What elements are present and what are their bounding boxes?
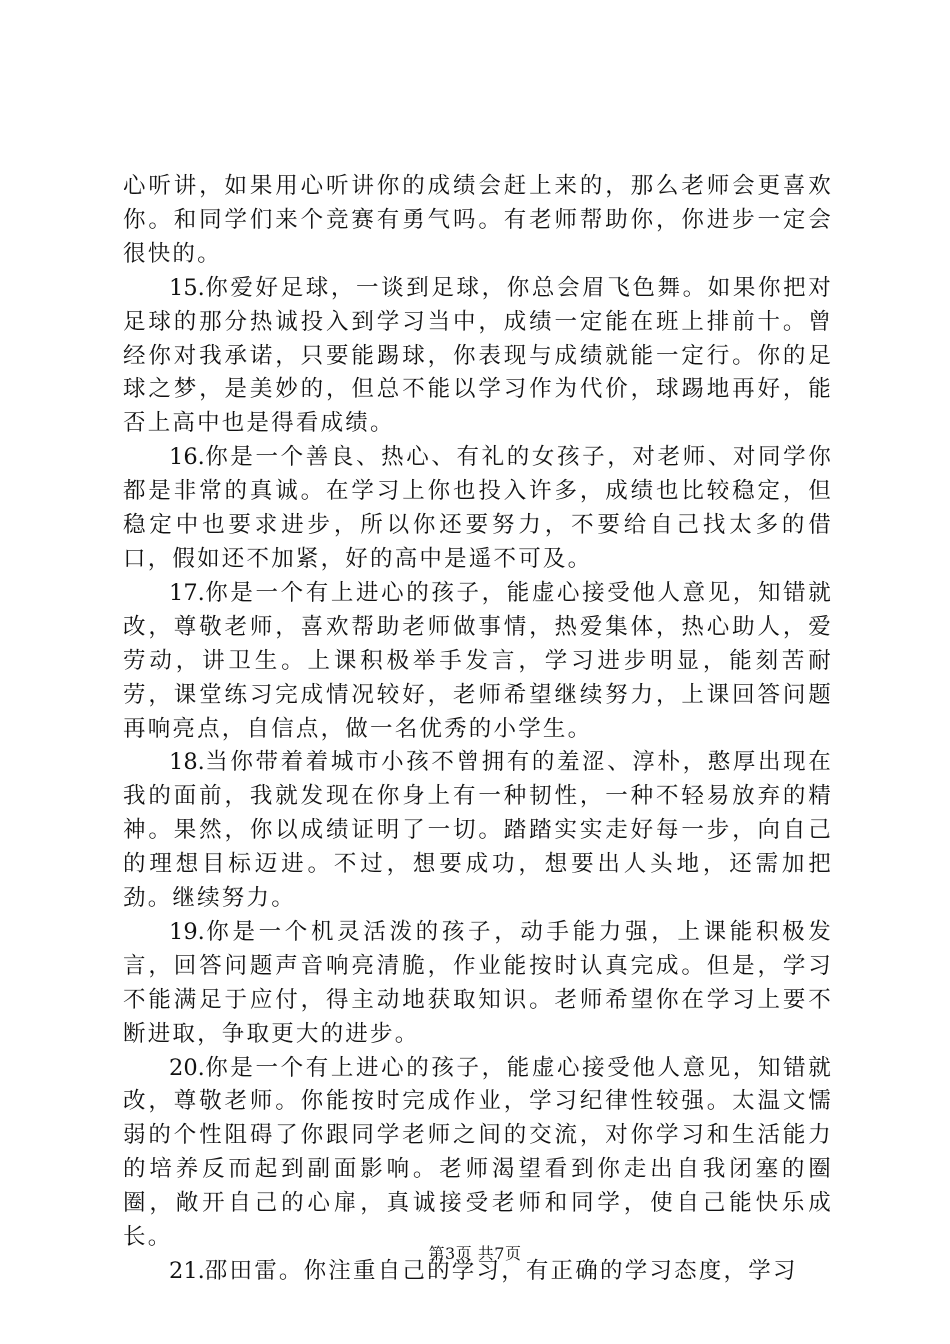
paragraph-text: 你是一个善良、热心、有礼的女孩子，对老师、对同学你都是非常的真诚。在学习上你也投入许多，成绩也比较稳定，但稳定中也要求进步，所以你还要努力，不要给自己找太多的借口，假如还不加紧，好的高中是遥不可及。 <box>123 444 833 572</box>
paragraph-number: 16. <box>169 444 205 471</box>
paragraph-text: 心听讲，如果用心听讲你的成绩会赶上来的，那么老师会更喜欢你。和同学们来个竞赛有勇气吗。有老师帮助你，你进步一定会很快的。 <box>123 173 833 267</box>
paragraph-19 <box>123 916 833 1052</box>
page-number-label: 第3页 共7页 <box>428 1244 522 1263</box>
paragraph-continuation <box>123 170 833 272</box>
paragraph-number: 15. <box>169 274 205 301</box>
paragraph-18 <box>123 746 833 916</box>
document-body <box>123 170 833 1289</box>
paragraph-number: 21. <box>169 1258 205 1284</box>
paragraph-text: 邵田雷。你注重自己的学习，有正确的学习态度，学习 <box>204 1258 798 1284</box>
page-footer <box>0 1243 950 1265</box>
paragraph-number: 20. <box>169 1054 205 1081</box>
paragraph-20 <box>123 1052 833 1255</box>
paragraph-text: 你是一个有上进心的孩子，能虚心接受他人意见，知错就改，尊敬老师，喜欢帮助老师做事情，热爱集体，热心助人，爱劳动，讲卫生。上课积极举手发言，学习进步明显，能刻苦耐劳，课堂练习完成情况较好，老师希望继续努力，上课回答问题再响亮点，自信点，做一名优秀的小学生。 <box>123 579 833 742</box>
paragraph-text: 你是一个机灵活泼的孩子，动手能力强，上课能积极发言，回答问题声音响亮清脆，作业能按时认真完成。但是，学习不能满足于应付，得主动地获取知识。老师希望你在学习上要不断进取，争取更大的进步。 <box>123 918 833 1047</box>
paragraph-text: 当你带着着城市小孩不曾拥有的羞涩、淳朴，憨厚出现在我的面前，我就发现在你身上有一种韧性，一种不轻易放弃的精神。果然，你以成绩证明了一切。踏踏实实走好每一步，向自己的理想目标迈进。不过，想要成功，想要出人头地，还需加把劲。继续努力。 <box>123 749 833 912</box>
paragraph-number: 17. <box>169 579 205 606</box>
paragraph-15 <box>123 272 833 442</box>
paragraph-16 <box>123 441 833 577</box>
paragraph-text: 你是一个有上进心的孩子，能虚心接受他人意见，知错就改，尊敬老师。你能按时完成作业，学习纪律性较强。太温文懦弱的个性阻碍了你跟同学老师之间的交流，对你学习和生活能力的培养反而起到副面影响。老师渴望看到你走出自我闭塞的圈圈，敞开自己的心扉，真诚接受老师和同学，使自己能快乐成长。 <box>123 1054 833 1251</box>
paragraph-text: 你爱好足球，一谈到足球，你总会眉飞色舞。如果你把对足球的那分热诚投入到学习当中，成绩一定能在班上排前十。曾经你对我承诺，只要能踢球，你表现与成绩就能一定行。你的足球之梦，是美妙的，但总不能以学习作为代价，球踢地再好，能否上高中也是得看成绩。 <box>123 274 833 437</box>
paragraph-17 <box>123 577 833 747</box>
paragraph-number: 19. <box>169 918 205 945</box>
paragraph-number: 18. <box>169 749 205 776</box>
